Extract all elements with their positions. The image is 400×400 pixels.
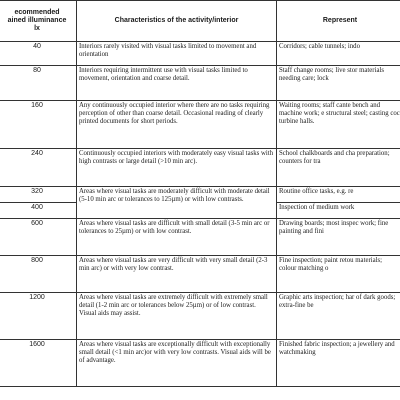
table-row <box>0 149 400 187</box>
illuminance-cell: 80 <box>0 66 77 101</box>
characteristics-cell: Any continuously occupied interior where there are no tasks requiring perception of other than coarse detail. Occasional reading of clearly printed documents for short periods. <box>77 101 277 149</box>
illuminance-cell: 1200 <box>0 293 77 340</box>
characteristics-cell: Interiors requiring intermittent use with visual tasks limited to movement, orientation and coarse detail. <box>77 66 277 101</box>
illuminance-cell: 1600 <box>0 340 77 387</box>
table-row <box>0 187 400 203</box>
characteristics-cell: Areas where visual tasks are moderately difficult with moderate detail (5-10 min arc or tolerances to 125µm) or with low contrasts. <box>77 187 277 219</box>
table-row <box>0 101 400 149</box>
illuminance-cell: 400 <box>0 203 77 219</box>
representative-cell: Waiting rooms; staff cante bench and machine work; e structural steel; casting coc turbine halls. <box>277 101 400 149</box>
header-representative: Represent <box>277 1 400 42</box>
table-row <box>0 219 400 256</box>
header-illuminance-unit: lx <box>34 25 40 32</box>
representative-cell: Graphic arts inspection; har of dark goods; extra-fine be <box>277 293 400 340</box>
illuminance-cell: 600 <box>0 219 77 256</box>
characteristics-cell: Areas where visual tasks are exceptionally difficult with exceptionally small detail (<1 min arc)or with very low contrasts. Visual aids will be of advantage. <box>77 340 277 387</box>
table-row <box>0 42 400 66</box>
illuminance-cell: 800 <box>0 256 77 293</box>
table-row <box>0 293 400 340</box>
representative-cell: Drawing boards; most inspec work; fine painting and fini <box>277 219 400 256</box>
representative-cell: School chalkboards and cha preparation; counters for tra <box>277 149 400 187</box>
table-row <box>0 66 400 101</box>
characteristics-cell: Areas where visual tasks are difficult with small detail (3-5 min arc or tolerances to 25µm) or with low contrast. <box>77 219 277 256</box>
illuminance-cell: 160 <box>0 101 77 149</box>
header-characteristics: Characteristics of the activity/interior <box>77 1 277 42</box>
representative-cell: Inspection of medium work <box>277 203 400 219</box>
illuminance-cell: 320 <box>0 187 77 203</box>
characteristics-cell: Interiors rarely visited with visual tasks limited to movement and orientation <box>77 42 277 66</box>
characteristics-cell: Continuously occupied interiors with moderately easy visual tasks with high contrasts or large detail (>10 min arc). <box>77 149 277 187</box>
characteristics-cell: Areas where visual tasks are very difficult with very small detail (2-3 min arc) or with very low contrast. <box>77 256 277 293</box>
illuminance-cell: 40 <box>0 42 77 66</box>
illuminance-cell: 240 <box>0 149 77 187</box>
header-illuminance-line2: ained illuminance <box>7 17 67 24</box>
representative-cell: Corridors; cable tunnels; indo <box>277 42 400 66</box>
characteristics-cell: Areas where visual tasks are extremely difficult with extremely small detail (1-2 min arc or tolerances below 25µm) or of low contrast. Visual aids may assist. <box>77 293 277 340</box>
table-row <box>0 340 400 387</box>
table-row <box>0 256 400 293</box>
representative-cell: Staff change rooms; live stor materials needing care; lock <box>277 66 400 101</box>
representative-cell: Finished fabric inspection; a jewellery and watchmaking <box>277 340 400 387</box>
representative-cell: Routine office tasks, e.g. re <box>277 187 400 203</box>
header-illuminance-line1: ecommended <box>14 9 60 16</box>
table-header-row <box>0 1 400 42</box>
representative-cell: Fine inspection; paint retou materials; colour matching o <box>277 256 400 293</box>
header-illuminance <box>0 1 77 42</box>
